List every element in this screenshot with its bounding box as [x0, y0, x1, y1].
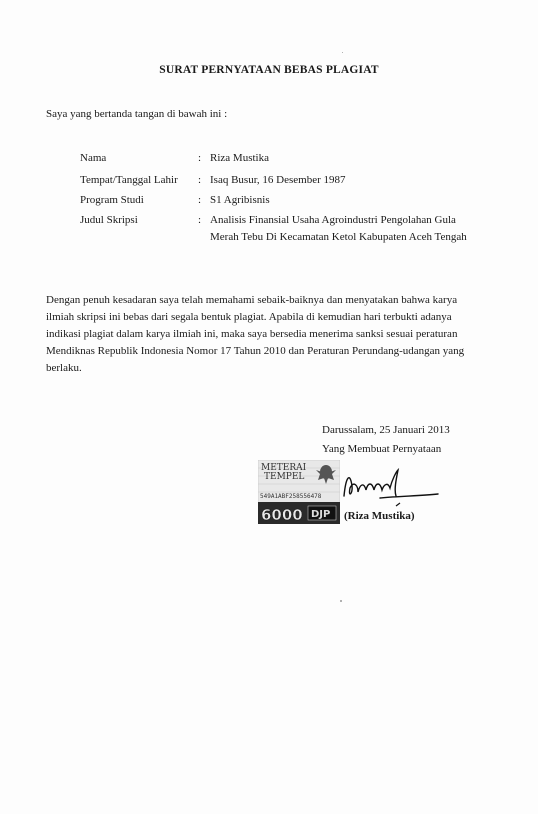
signer-name: (Riza Mustika) [344, 510, 415, 522]
maker-label: Yang Membuat Pernyataan [322, 443, 442, 455]
statement-line: berlaku. [46, 362, 82, 374]
stamp-line2: TEMPEL [264, 472, 305, 482]
stamp-value: 6000 [261, 506, 303, 524]
field-colon: : [198, 174, 202, 186]
field-value: Isaq Busur, 16 Desember 1987 [210, 174, 346, 186]
revenue-stamp [258, 460, 340, 524]
field-colon: : [198, 194, 202, 206]
field-label: Nama [80, 152, 107, 164]
field-colon: : [198, 152, 202, 164]
statement-line: Mendiknas Republik Indonesia Nomor 17 Tahun 2010 dan Peraturan Perundang-udangan yang [46, 345, 465, 357]
field-value-line2: Merah Tebu Di Kecamatan Ketol Kabupaten Aceh Tengah [210, 231, 467, 243]
field-label: Judul Skripsi [80, 214, 138, 226]
field-value: Riza Mustika [210, 152, 269, 164]
intro-text: Saya yang bertanda tangan di bawah ini : [46, 108, 228, 120]
document-title: SURAT PERNYATAAN BEBAS PLAGIAT [159, 64, 379, 76]
scan-speck [340, 600, 342, 602]
field-label: Tempat/Tanggal Lahir [80, 174, 178, 186]
scan-speck [342, 52, 343, 53]
statement-paragraph [46, 292, 498, 377]
place-date: Darussalam, 25 Januari 2013 [322, 424, 450, 436]
stamp-code: DJP [311, 509, 331, 520]
statement-line: Dengan penuh kesadaran saya telah memahami sebaik-baiknya dan menyatakan bahwa karya [46, 294, 458, 306]
field-value: Analisis Finansial Usaha Agroindustri Pengolahan Gula [210, 214, 456, 226]
stamp-line1: METERAI [261, 463, 307, 473]
handwritten-signature [340, 466, 440, 510]
field-colon: : [198, 214, 202, 226]
stamp-serial: 549A1ABF258556478 [260, 493, 322, 500]
statement-line: indikasi plagiat dalam karya ilmiah ini, maka saya bersedia menerima sanksi sesuai peraturan [46, 328, 458, 340]
statement-line: ilmiah skripsi ini bebas dari segala bentuk plagiat. Apabila di kemudian hari terbukti adanya [46, 311, 452, 323]
field-label: Program Studi [80, 194, 144, 206]
field-value: S1 Agribisnis [210, 194, 270, 206]
